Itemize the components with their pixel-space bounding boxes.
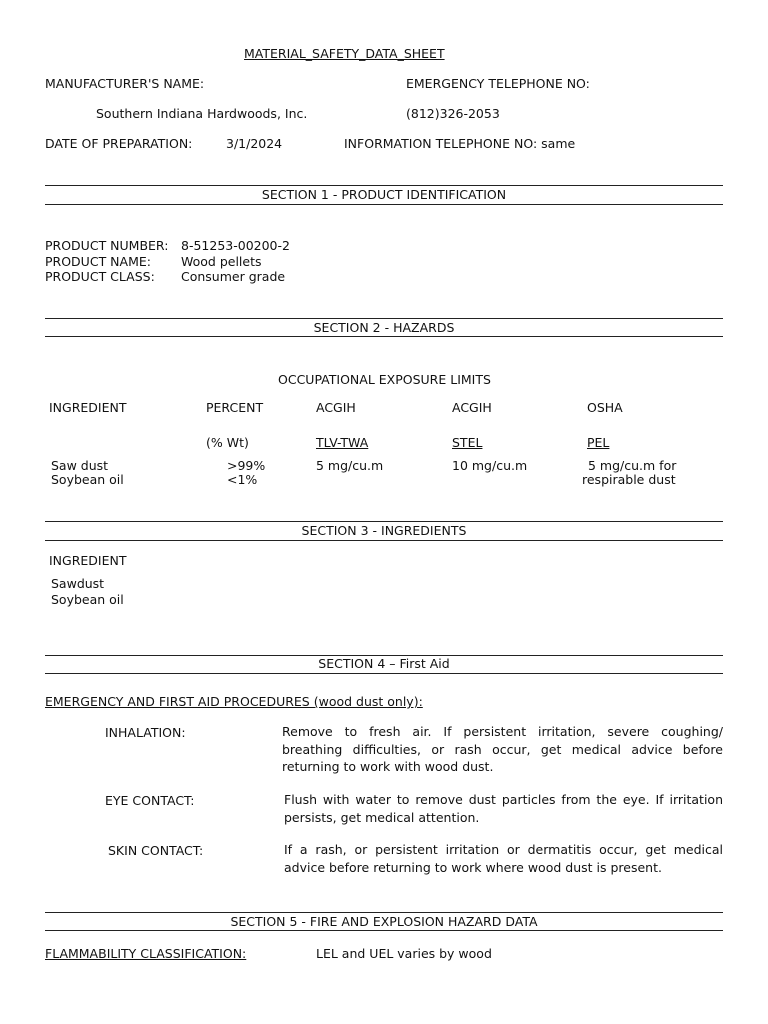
manufacturer-name: Southern Indiana Hardwoods, Inc. [96, 106, 308, 121]
col-header-acgih-tlv: ACGIH [316, 400, 356, 415]
col-header-ingredient: INGREDIENT [49, 400, 127, 415]
section3-title: SECTION 3 - INGREDIENTS [301, 523, 467, 538]
document-title: MATERIAL_SAFETY_DATA_SHEET [244, 46, 445, 61]
section2-top-rule [45, 318, 723, 319]
date-label: DATE OF PREPARATION: [45, 136, 193, 151]
ingredient-header: INGREDIENT [49, 553, 127, 568]
col-header-acgih-stel: ACGIH [452, 400, 492, 415]
hazard-row-ingredient: Soybean oil [51, 472, 124, 487]
subheader-percent: (% Wt) [206, 435, 249, 450]
product-class-value: Consumer grade [181, 269, 286, 284]
ingredient-item: Sawdust [51, 576, 105, 591]
hazard-row-tlv: 5 mg/cu.m [316, 458, 384, 473]
subheader-tlv-twa: TLV-TWA [316, 435, 369, 450]
section1-bottom-rule [45, 204, 723, 205]
section2-bottom-rule [45, 336, 723, 337]
flammability-label: FLAMMABILITY CLASSIFICATION: [45, 946, 247, 961]
inhalation-label: INHALATION: [105, 725, 186, 740]
product-number-label: PRODUCT NUMBER: [45, 238, 169, 253]
product-class-label: PRODUCT CLASS: [45, 269, 155, 284]
skin-contact-text: If a rash, or persistent irritation or dermatitis occur, get medical advice before returning to work where wood dust is present. [284, 842, 723, 875]
section5-title: SECTION 5 - FIRE AND EXPLOSION HAZARD DATA [230, 914, 538, 929]
emergency-phone-value: (812)326-2053 [406, 106, 500, 121]
section2-title: SECTION 2 - HAZARDS [313, 320, 455, 335]
first-aid-subtitle: EMERGENCY AND FIRST AID PROCEDURES (wood dust only): [45, 694, 423, 709]
hazard-row-pel: respirable dust [582, 472, 676, 487]
flammability-value: LEL and UEL varies by wood [316, 946, 492, 961]
section3-bottom-rule [45, 540, 723, 541]
eye-contact-text: Flush with water to remove dust particles from the eye. If irritation persists, get medical attention. [284, 792, 723, 825]
eye-contact-label: EYE CONTACT: [105, 793, 195, 808]
subheader-stel: STEL [452, 435, 483, 450]
emergency-phone-label: EMERGENCY TELEPHONE NO: [406, 76, 590, 91]
product-number-value: 8-51253-00200-2 [181, 238, 290, 253]
section4-title: SECTION 4 – First Aid [318, 656, 450, 671]
hazard-row-pel: 5 mg/cu.m for [588, 458, 677, 473]
section5-bottom-rule [45, 930, 723, 931]
inhalation-text: Remove to fresh air. If persistent irritation, severe coughing/ breathing difficulties, or rash occur, get medical advice before returning to work with wood dust. [282, 724, 723, 774]
exposure-limits-title: OCCUPATIONAL EXPOSURE LIMITS [278, 372, 491, 387]
hazard-row-stel: 10 mg/cu.m [452, 458, 528, 473]
product-name-value: Wood pellets [181, 254, 262, 269]
info-phone: INFORMATION TELEPHONE NO: same [344, 136, 576, 151]
manufacturer-label: MANUFACTURER'S NAME: [45, 76, 205, 91]
section5-top-rule [45, 912, 723, 913]
section1-top-rule [45, 185, 723, 186]
hazard-row-ingredient: Saw dust [51, 458, 109, 473]
ingredient-item: Soybean oil [51, 592, 124, 607]
hazard-row-percent: >99% [227, 458, 266, 473]
section3-top-rule [45, 521, 723, 522]
product-name-label: PRODUCT NAME: [45, 254, 151, 269]
skin-contact-label: SKIN CONTACT: [108, 843, 204, 858]
subheader-pel: PEL [587, 435, 610, 450]
col-header-osha: OSHA [587, 400, 623, 415]
section1-title: SECTION 1 - PRODUCT IDENTIFICATION [261, 187, 507, 202]
col-header-percent: PERCENT [206, 400, 264, 415]
hazard-row-percent: <1% [227, 472, 258, 487]
section4-bottom-rule [45, 673, 723, 674]
date-value: 3/1/2024 [226, 136, 283, 151]
